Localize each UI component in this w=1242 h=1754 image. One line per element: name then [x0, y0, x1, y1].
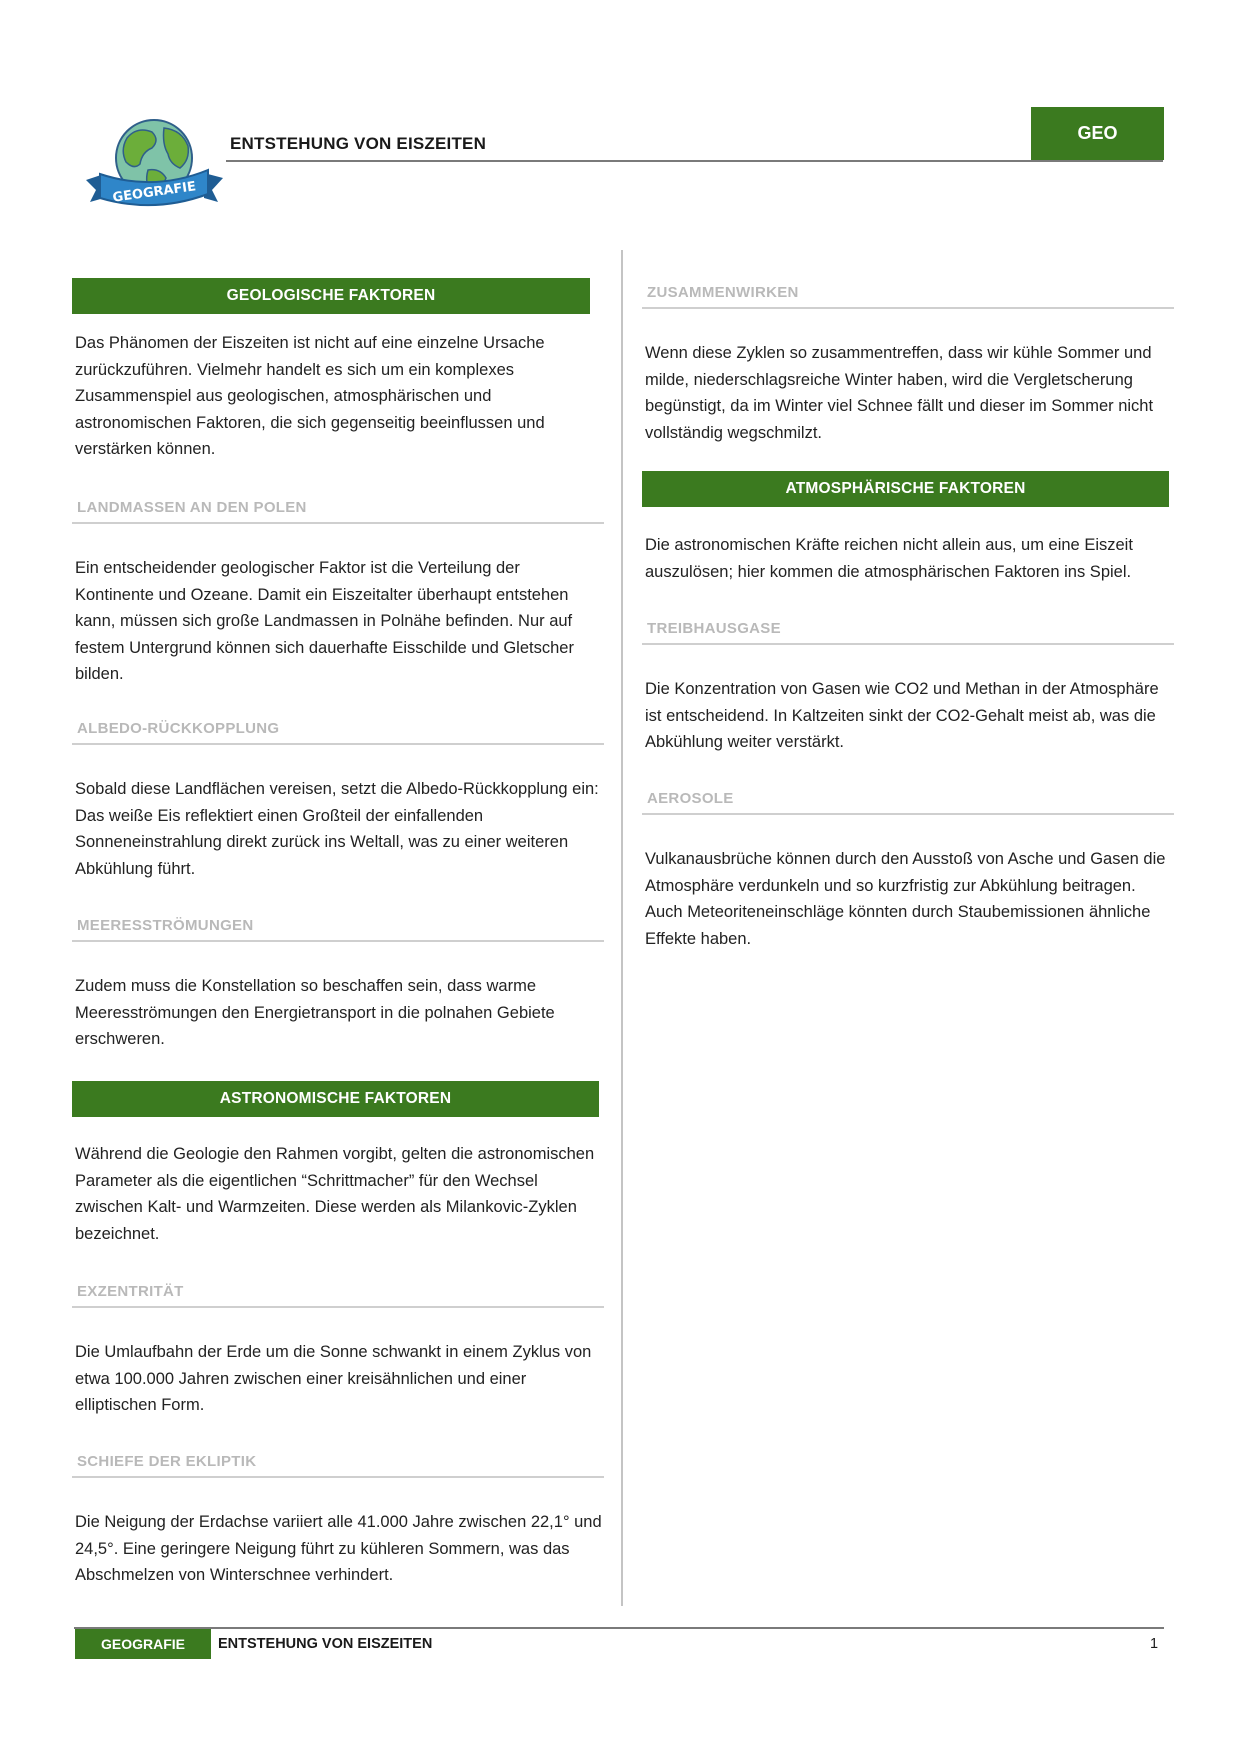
- paragraph-landmassen: Ein entscheidender geologischer Faktor ist die Verteilung der Kontinente und Ozeane. Damit ein Eiszeitalter überhaupt entstehen kann, müssen sich große Landmassen in Polnähe befinden. Nur auf festem Untergrund können sich dauerhafte Eisschilde und Gletscher bilden.: [75, 559, 574, 683]
- paragraph-treibhausgase: Die Konzentration von Gasen wie CO2 und Methan in der Atmosphäre ist entscheidend. In Kaltzeiten sinkt der CO2-Gehalt meist ab, was die Abkühlung weiter verstärkt.: [645, 680, 1159, 751]
- logo-text: GEOGRAFIE: [111, 179, 197, 206]
- subheading-meeresstroemungen: MEERESSTRÖMUNGEN: [72, 917, 604, 942]
- subheading-zusammenwirken: ZUSAMMENWIRKEN: [642, 284, 1174, 309]
- paragraph-schiefe-ekliptik: Die Neigung der Erdachse variiert alle 41.000 Jahre zwischen 22,1° und 24,5°. Eine geringere Neigung führt zu kühleren Sommern, was das Abschmelzen von Winterschnee verhindert.: [75, 1513, 602, 1584]
- paragraph-aerosole: Vulkanausbrüche können durch den Ausstoß von Asche und Gasen die Atmosphäre verdunkeln und so kurzfristig zur Abkühlung beitragen. Auch Meteoriteneinschläge könnten durch Staubemissionen ähnliche Effekte haben.: [645, 850, 1166, 948]
- section-heading-atmosphaerische-faktoren: ATMOSPHÄRISCHE FAKTOREN: [642, 471, 1169, 507]
- geografie-globe-logo: [82, 118, 227, 210]
- section-heading-geologische-faktoren: GEOLOGISCHE FAKTOREN: [72, 278, 590, 314]
- paragraph-albedo: Sobald diese Landflächen vereisen, setzt die Albedo-Rückkopplung ein: Das weiße Eis reflektiert einen Großteil der einfallenden Sonneneinstrahlung direkt zurück ins Weltall, was zu einer weiteren Abkühlung führt.: [75, 780, 599, 878]
- footer-title: ENTSTEHUNG VON EISZEITEN: [218, 1636, 433, 1652]
- subheading-schiefe-ekliptik: SCHIEFE DER EKLIPTIK: [72, 1453, 604, 1478]
- subheading-aerosole: AEROSOLE: [642, 790, 1174, 815]
- subheading-treibhausgase: TREIBHAUSGASE: [642, 620, 1174, 645]
- footer-divider: [74, 1627, 1164, 1629]
- header-divider: [226, 160, 1163, 162]
- subheading-landmassen: LANDMASSEN AN DEN POLEN: [72, 499, 604, 524]
- paragraph-astronomisch: Während die Geologie den Rahmen vorgibt, gelten die astronomischen Parameter als die eigentlichen “Schrittmacher” für den Wechsel zwischen Kalt- und Warmzeiten. Diese werden als Milankovic-Zyklen bezeichnet.: [75, 1145, 595, 1243]
- subheading-exzentritaet: EXZENTRITÄT: [72, 1283, 604, 1308]
- paragraph-meeresstroemungen: Zudem muss die Konstellation so beschaffen sein, dass warme Meeresströmungen den Energietransport in die polnahen Gebiete erschweren.: [75, 977, 555, 1048]
- paragraph-atmosphaerisch: Die astronomischen Kräfte reichen nicht allein aus, um eine Eiszeit auszulösen; hier kommen die atmosphärischen Faktoren ins Spiel.: [645, 536, 1133, 581]
- document-title: ENTSTEHUNG VON EISZEITEN: [230, 134, 487, 153]
- subject-badge: GEO: [1031, 107, 1164, 160]
- footer-subject-badge: GEOGRAFIE: [75, 1629, 211, 1659]
- paragraph-intro: Das Phänomen der Eiszeiten ist nicht auf eine einzelne Ursache zurückzuführen. Vielmehr handelt es sich um ein komplexes Zusammenspiel aus geologischen, atmosphärischen und astronomischen Faktoren, die sich gegenseitig beeinflussen und verstärken können.: [75, 334, 545, 458]
- page-number: 1: [1150, 1636, 1159, 1652]
- section-heading-astronomische-faktoren: ASTRONOMISCHE FAKTOREN: [72, 1081, 599, 1117]
- column-divider: [621, 250, 623, 1606]
- paragraph-zusammenwirken: Wenn diese Zyklen so zusammentreffen, dass wir kühle Sommer und milde, niederschlagsreiche Winter haben, wird die Vergletscherung begünstigt, da im Winter viel Schnee fällt und dieser im Sommer nicht vollständig wegschmilzt.: [645, 344, 1154, 442]
- paragraph-exzentritaet: Die Umlaufbahn der Erde um die Sonne schwankt in einem Zyklus von etwa 100.000 Jahren zwischen einer kreisähnlichen und einer elliptischen Form.: [75, 1343, 592, 1414]
- subheading-albedo: ALBEDO-RÜCKKOPPLUNG: [72, 720, 604, 745]
